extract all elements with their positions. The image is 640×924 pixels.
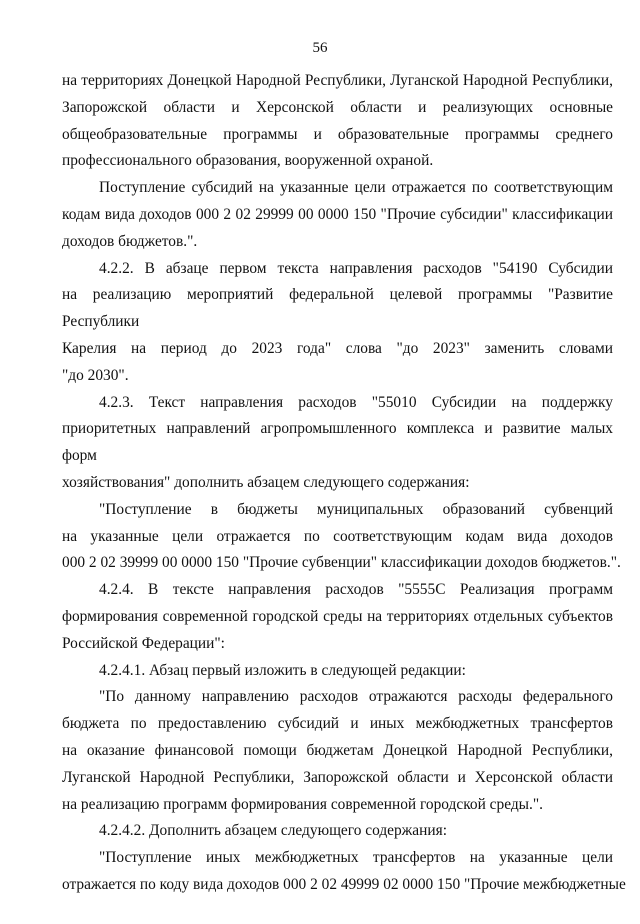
- text-line: "По данному направлению расходов отражаются расходы федерального: [99, 688, 613, 706]
- text-line: на оказание финансовой помощи бюджетам Донецкой Народной Республики,: [62, 741, 613, 759]
- text-line: "до 2030".: [62, 366, 129, 384]
- document-body: [62, 68, 626, 899]
- paragraph: [62, 845, 626, 899]
- paragraph: [62, 658, 613, 685]
- text-line: 4.2.4.2. Дополнить абзацем следующего содержания:: [99, 822, 447, 840]
- paragraph: [62, 577, 613, 657]
- text-line: доходов бюджетов.".: [62, 232, 198, 250]
- text-line: бюджета по предоставлению субсидий и иных межбюджетных трансфертов: [62, 715, 613, 733]
- paragraph: [62, 818, 613, 845]
- text-line: отражается по коду вида доходов 000 2 02 49999 02 0000 150 "Прочие межбюджетные: [62, 875, 626, 893]
- page-number: 56: [312, 40, 328, 56]
- text-line: Луганской Народной Республики, Запорожской области и Херсонской области: [62, 768, 613, 786]
- text-line: Российской Федерации":: [62, 634, 225, 652]
- text-line: на реализацию программ формирования современной городской среды.".: [62, 795, 543, 813]
- text-line: Поступление субсидий на указанные цели отражается по соответствующим: [99, 179, 613, 197]
- text-line: приоритетных направлений агропромышленного комплекса и развитие малых форм: [62, 420, 613, 465]
- text-line: "Поступление иных межбюджетных трансфертов на указанные цели: [99, 849, 613, 867]
- paragraph: [62, 390, 613, 497]
- paragraph: [62, 175, 613, 255]
- text-line: Запорожской области и Херсонской области и реализующих основные: [62, 98, 613, 116]
- text-line: 4.2.4. В тексте направления расходов "5555С Реализация программ: [99, 581, 613, 599]
- text-line: профессионального образования, вооруженной охраной.: [62, 152, 434, 170]
- paragraph: [62, 497, 621, 577]
- text-line: хозяйствования" дополнить абзацем следующего содержания:: [62, 473, 470, 491]
- text-line: кодам вида доходов 000 2 02 29999 00 0000 150 "Прочие субсидии" классификации: [62, 205, 613, 223]
- text-line: Карелия на период до 2023 года" слова "до 2023" заменить словами: [62, 339, 613, 357]
- text-line: "Поступление в бюджеты муниципальных образований субвенций: [99, 500, 613, 518]
- text-line: на реализацию мероприятий федеральной целевой программы "Развитие Республики: [62, 286, 613, 331]
- text-line: на указанные цели отражается по соответствующим кодам вида доходов: [62, 527, 613, 545]
- paragraph: [62, 684, 613, 818]
- text-line: 4.2.3. Текст направления расходов "55010 Субсидии на поддержку: [99, 393, 613, 411]
- paragraph: [62, 68, 613, 175]
- text-line: формирования современной городской среды на территориях отдельных субъектов: [62, 607, 613, 625]
- text-line: 000 2 02 39999 00 0000 150 "Прочие субвенции" классификации доходов бюджетов.".: [62, 554, 621, 572]
- text-line: 4.2.2. В абзаце первом текста направления расходов "54190 Субсидии: [99, 259, 613, 277]
- text-line: на территориях Донецкой Народной Республики, Луганской Народной Республики,: [62, 72, 613, 89]
- text-line: 4.2.4.1. Абзац первый изложить в следующей редакции:: [99, 661, 466, 679]
- paragraph: [62, 256, 613, 390]
- text-line: общеобразовательные программы и образовательные программы среднего: [62, 125, 613, 143]
